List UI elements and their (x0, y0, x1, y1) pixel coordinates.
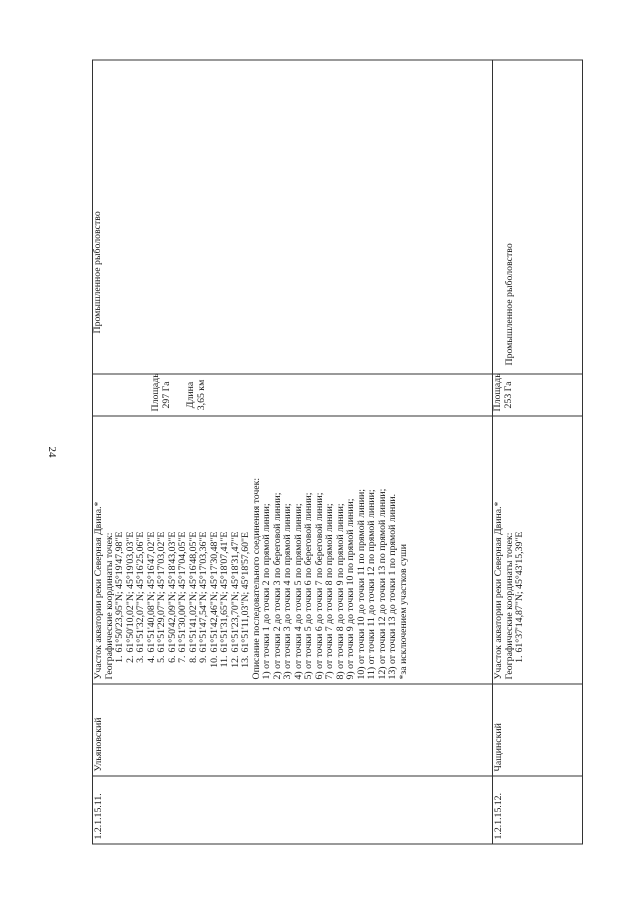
coordinate-index: 3. (135, 655, 146, 663)
coordinate-value: 61°51'29,07"N; 45°17'03,02"E (156, 531, 167, 653)
connection-item: 8) от точки 8 до точки 9 по прямой линии; (334, 503, 346, 680)
coordinate-item (136, 421, 147, 680)
page-number: 24 (46, 446, 58, 458)
connection-item: 9) от точки 9 до точки 10 по прямой линии; (345, 498, 356, 680)
connection-list (262, 421, 399, 680)
row-number: 1.2.1.15.12. (493, 776, 583, 844)
rotated-page-content (92, 60, 582, 845)
coordinate-index: 8. (187, 655, 199, 663)
coordinates-title: Географические координаты точек: (503, 532, 515, 680)
coordinate-value: 61°50'23,95"N; 45°19'47,98"E (114, 531, 125, 653)
purpose: Промышленное рыболовство (493, 60, 583, 374)
connection-item: 1) от точки 1 до точки 2 по прямой линии; (261, 503, 272, 680)
connection-item: 2) от точки 2 до точки 3 по береговой линии; (271, 492, 283, 680)
footnote: *за исключением участков суши (397, 544, 409, 680)
coordinate-item (157, 421, 168, 680)
coordinate-item (115, 421, 126, 680)
coordinate-index: 11. (219, 655, 230, 668)
district-name: Чащинский (493, 684, 583, 776)
coordinate-index: 5. (156, 655, 167, 663)
coordinates-title: Географические координаты точек: (103, 532, 115, 680)
coordinate-value: 61°51'23,70"N; 45°18'31,47"E (229, 531, 241, 653)
coordinate-value: 61°37'14,87"N; 45°43'15,39"E (514, 531, 525, 653)
coordinate-index: 1. (514, 655, 525, 663)
coordinate-value: 61°51'41,02"N; 45°16'48,05"E (187, 531, 199, 653)
district-name: Ульяновский (93, 684, 493, 776)
row-number: 1.2.1.15.11. (93, 776, 493, 844)
description-title: Участок акватории реки Северная Двина.* (93, 501, 104, 680)
connection-item: 11) от точки 11 до точки 12 по прямой линии; (366, 489, 377, 680)
coordinate-item (178, 421, 189, 680)
coordinate-value: 61°50'42,09"N; 45°18'43,03"E (166, 531, 178, 653)
coordinate-index: 12. (229, 655, 241, 668)
table-row (93, 60, 493, 844)
area-size (93, 374, 493, 416)
coordinate-index: 9. (198, 655, 209, 663)
connection-item: 5) от точки 5 до точки 6 по береговой линии; (303, 492, 314, 680)
area-description (493, 416, 583, 684)
area-description (93, 416, 493, 684)
coordinate-index: 1. (114, 655, 125, 663)
connection-item: 7) от точки 7 до точки 8 по прямой линии; (324, 503, 335, 680)
purpose: Промышленное рыболовство (93, 60, 493, 374)
coordinate-value: 61°51'42,46"N; 45°17'30,48"E (208, 531, 220, 653)
area-value: Площадь 253 Га (492, 373, 514, 412)
coordinates-list (515, 421, 526, 680)
connection-item: 13) от точки 13 до точки 1 по прямой линии. (387, 493, 398, 680)
coordinate-index: 10. (208, 655, 220, 668)
area-value: Площадь 297 Га (150, 373, 172, 412)
coordinate-index: 4. (145, 655, 157, 663)
coordinate-value: 61°51'11,03"N; 45°18'57,60"E (240, 531, 251, 653)
connection-item: 6) от точки 6 до точки 7 по береговой линии; (313, 492, 325, 680)
coordinate-item (241, 421, 252, 680)
connection-title: Описание последовательного соединения точек: (250, 477, 262, 680)
coordinate-index: 13. (240, 655, 251, 668)
coordinate-value: 61°51'40,08"N; 45°16'47,02"E (145, 531, 157, 653)
description-title: Участок акватории реки Северная Двина.* (493, 501, 504, 680)
coordinates-list (115, 421, 252, 680)
coordinate-item (515, 421, 526, 680)
coordinate-value: 61°51'30,00"N; 45°17'04,05"E (177, 531, 188, 653)
connection-item: 4) от точки 4 до точки 5 по прямой линии; (292, 503, 304, 680)
area-size (493, 374, 583, 416)
coordinate-index: 6. (166, 655, 178, 663)
coordinate-value: 61°51'47,54"N; 45°17'03,36"E (198, 531, 209, 653)
coordinate-index: 7. (177, 655, 188, 663)
length-value: Длина 3,65 км (185, 379, 207, 411)
coordinate-item (199, 421, 210, 680)
coordinate-value: 61°50'10,02"N; 45°19'03,03"E (124, 531, 136, 653)
connection-item: 3) от точки 3 до точки 4 по прямой линии; (282, 503, 293, 680)
table-row (493, 60, 583, 844)
coordinate-item (220, 421, 231, 680)
connection-item: 12) от точки 12 до точки 13 по прямой линии; (376, 488, 388, 680)
fishing-areas-table (92, 60, 583, 845)
coordinate-index: 2. (124, 655, 136, 663)
connection-item: 10) от точки 10 до точки 11 по прямой линии; (355, 489, 367, 680)
coordinate-value: 61°51'32,07"N; 45°16'25,06"E (135, 531, 146, 653)
coordinate-value: 61°51'31,65"N; 45°18'07,41"E (219, 531, 230, 653)
